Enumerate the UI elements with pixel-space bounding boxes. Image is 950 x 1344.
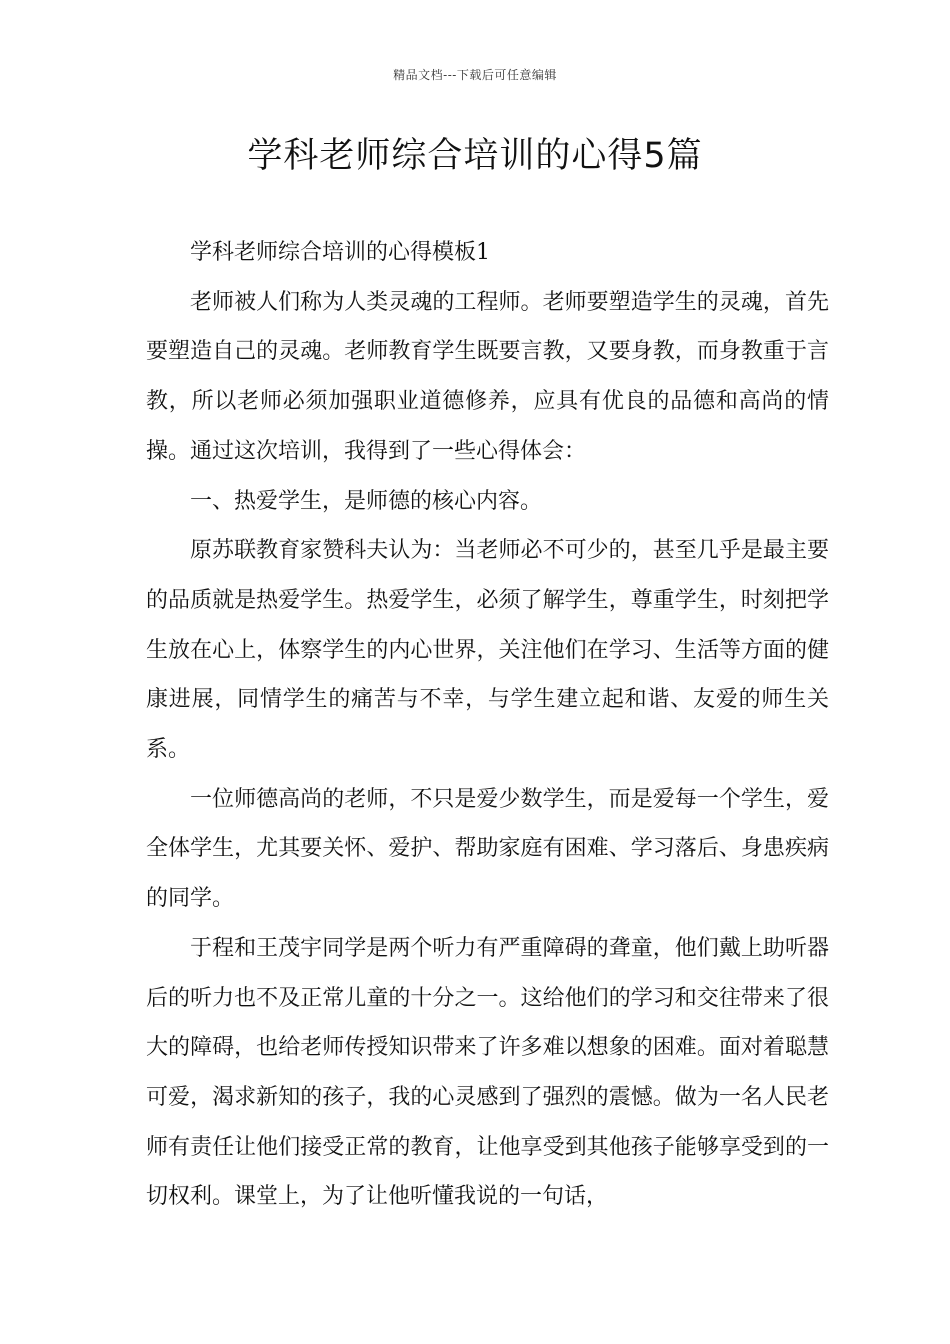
paragraph: 一位师德高尚的老师，不只是爱少数学生，而是爱每一个学生，爱全体学生，尤其要关怀、爱护、帮助家庭有困难、学习落后、身患疾病的同学。: [146, 786, 829, 912]
paragraph-heading: 一、热爱学生，是师德的核心内容。: [190, 488, 543, 514]
document-body: [146, 228, 829, 1222]
header-note: 精品文档---下载后可任意编辑: [393, 68, 557, 82]
paragraph-subtitle: 学科老师综合培训的心得模板1: [190, 240, 490, 265]
paragraph: 老师被人们称为人类灵魂的工程师。老师要塑造学生的灵魂，首先要塑造自己的灵魂。老师教育学生既要言教，又要身教，而身教重于言教，所以老师必须加强职业道德修养，应具有优良的品德和高尚的情操。通过这次培训，我得到了一些心得体会：: [146, 289, 829, 464]
document-title: 学科老师综合培训的心得5篇: [247, 136, 703, 176]
paragraph: 原苏联教育家赞科夫认为：当老师必不可少的，甚至几乎是最主要的品质就是热爱学生。热爱学生，必须了解学生，尊重学生，时刻把学生放在心上，体察学生的内心世界，关注他们在学习、生活等方面的健康进展，同情学生的痛苦与不幸，与学生建立起和谐、友爱的师生关系。: [146, 538, 829, 763]
paragraph: 于程和王茂宇同学是两个听力有严重障碍的聋童，他们戴上助听器后的听力也不及正常儿童的十分之一。这给他们的学习和交往带来了很大的障碍，也给老师传授知识带来了许多难以想象的困难。面对着聪慧可爱，渴求新知的孩子，我的心灵感到了强烈的震憾。做为一名人民老师有责任让他们接受正常的教育，让他享受到其他孩子能够享受到的一切权利。课堂上，为了让他听懂我说的一句话，: [146, 935, 829, 1210]
